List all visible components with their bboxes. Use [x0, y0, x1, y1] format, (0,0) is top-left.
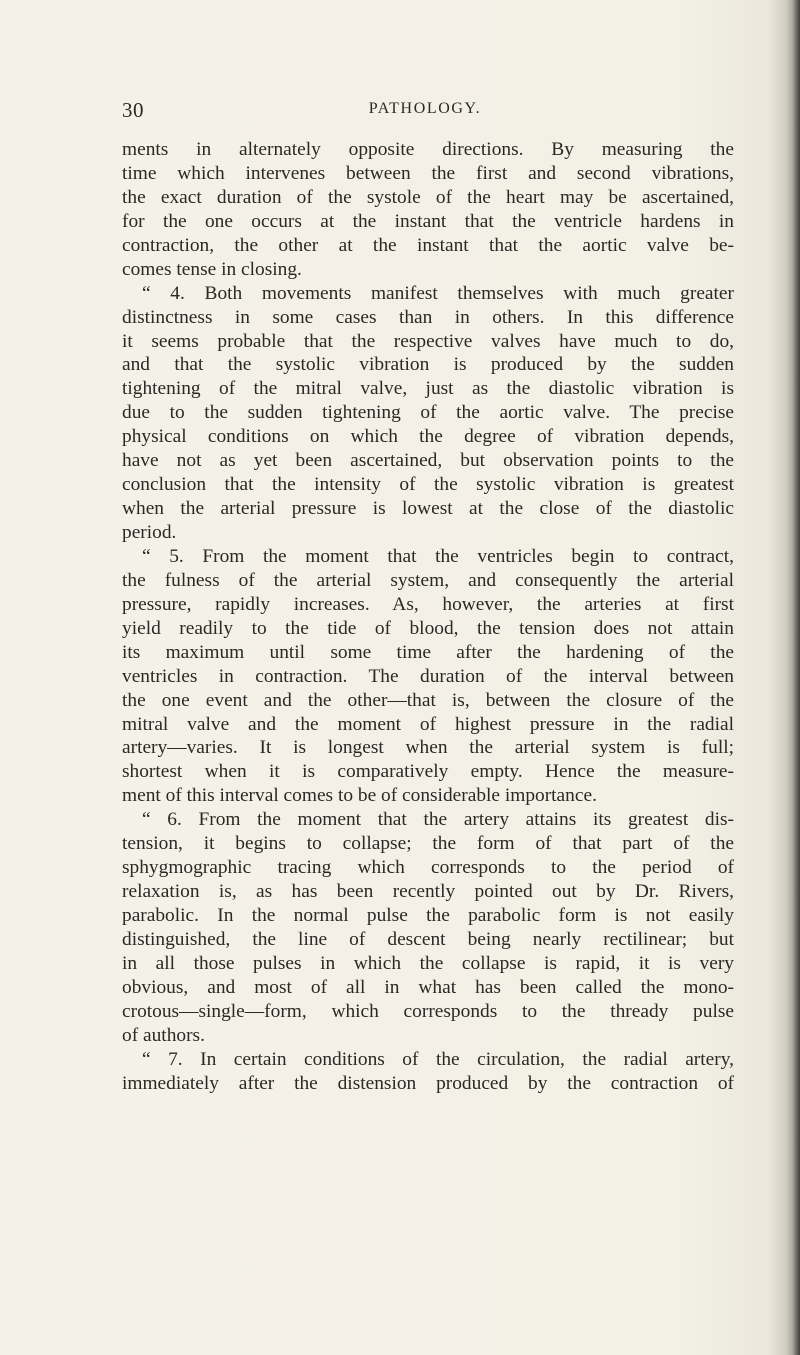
text-line: distinguished, the line of descent being nearly rectilinear; but	[122, 928, 734, 950]
page-header	[122, 98, 728, 124]
text-line: it seems probable that the respective valves have much to do,	[122, 330, 734, 352]
text-line: contraction, the other at the instant that the aortic valve be-	[122, 234, 734, 256]
running-title: PATHOLOGY.	[368, 100, 482, 117]
text-line: ventricles in contraction. The duration of the interval between	[122, 665, 734, 687]
text-line: for the one occurs at the instant that the ventricle hardens in	[122, 210, 734, 232]
text-line: tightening of the mitral valve, just as the diastolic vibration is	[122, 378, 734, 400]
text-line: ment of this interval comes to be of considerable importance.	[122, 785, 597, 807]
text-line: “ 6. From the moment that the artery attains its greatest dis-	[142, 809, 734, 831]
text-line: distinctness in some cases than in others. In this difference	[122, 306, 734, 328]
text-line: in all those pulses in which the collapse is rapid, it is very	[122, 952, 734, 974]
text-line: its maximum until some time after the hardening of the	[122, 641, 734, 663]
text-line: due to the sudden tightening of the aortic valve. The precise	[122, 402, 734, 424]
text-line: of authors.	[122, 1024, 205, 1046]
text-line: mitral valve and the moment of highest pressure in the radial	[122, 713, 734, 735]
page-number: 30	[122, 98, 144, 122]
text-line: relaxation is, as has been recently pointed out by Dr. Rivers,	[122, 881, 734, 903]
text-line: the fulness of the arterial system, and consequently the arterial	[122, 569, 734, 591]
text-line: the one event and the other—that is, between the closure of the	[122, 689, 734, 711]
text-line: conclusion that the intensity of the systolic vibration is greatest	[122, 474, 734, 496]
text-line: parabolic. In the normal pulse the parabolic form is not easily	[122, 905, 734, 926]
text-line: sphygmographic tracing which corresponds to the period of	[122, 857, 734, 879]
text-line: ments in alternately opposite directions. By measuring the	[122, 139, 734, 160]
text-line: artery—varies. It is longest when the arterial system is full;	[122, 737, 734, 759]
text-line: when the arterial pressure is lowest at the close of the diastolic	[122, 498, 734, 520]
text-line: time which intervenes between the first and second vibrations,	[122, 162, 734, 184]
text-line: crotous—single—form, which corresponds to the thready pulse	[122, 1000, 734, 1022]
text-line: physical conditions on which the degree of vibration depends,	[122, 426, 734, 448]
text-line: and that the systolic vibration is produced by the sudden	[122, 354, 734, 376]
text-line: “ 7. In certain conditions of the circulation, the radial artery,	[142, 1048, 734, 1070]
body-text	[122, 138, 734, 1096]
text-line: yield readily to the tide of blood, the tension does not attain	[122, 617, 734, 639]
text-line: pressure, rapidly increases. As, however, the arteries at first	[122, 593, 734, 615]
text-line: “ 4. Both movements manifest themselves with much greater	[142, 282, 734, 304]
text-line: tension, it begins to collapse; the form of that part of the	[122, 833, 734, 855]
text-line: immediately after the distension produced by the contraction of	[122, 1072, 734, 1094]
text-line: period.	[122, 522, 177, 543]
text-line: comes tense in closing.	[122, 258, 302, 280]
text-line: shortest when it is comparatively empty. Hence the measure-	[122, 761, 734, 783]
text-line: obvious, and most of all in what has been called the mono-	[122, 976, 734, 998]
text-line: have not as yet been ascertained, but observation points to the	[122, 450, 734, 472]
text-line: the exact duration of the systole of the heart may be ascertained,	[122, 186, 734, 208]
text-line: “ 5. From the moment that the ventricles begin to contract,	[142, 545, 734, 567]
page-edge-shadow	[786, 0, 800, 1355]
